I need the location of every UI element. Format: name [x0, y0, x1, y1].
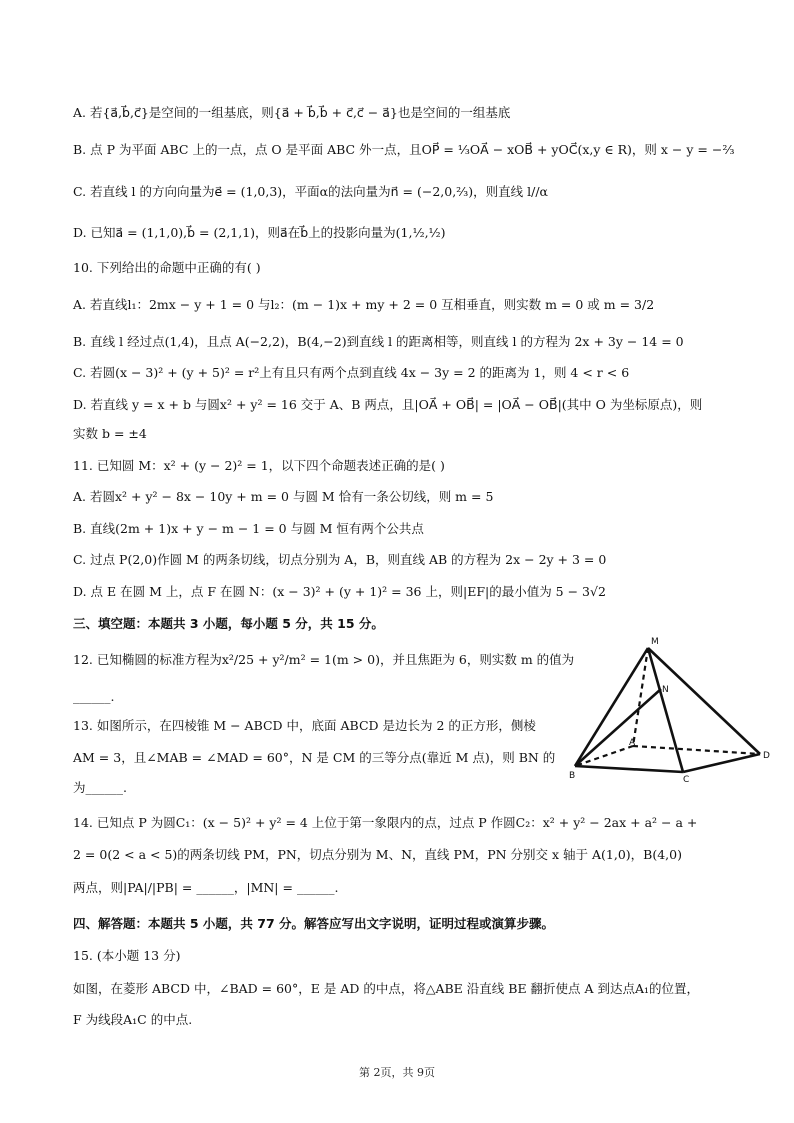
- edge-mc: [648, 648, 683, 772]
- option-9a: A. 若{a⃗,b⃗,c⃗}是空间的一组基底，则{a⃗ + b⃗,b⃗ + c⃗,c⃗ − a⃗}也是空间的一组基底: [73, 105, 511, 120]
- section-solutions: 四、解答题：本题共 5 小题，共 77 分。解答应写出文字说明，证明过程或演算步骤。: [73, 916, 555, 931]
- section-fill-in: 三、填空题：本题共 3 小题，每小题 5 分，共 15 分。: [73, 616, 384, 631]
- pyramid-solid-edges: [575, 648, 760, 772]
- edge-ab: [575, 746, 633, 766]
- label-d: D: [763, 751, 770, 761]
- option-9b: B. 点 P 为平面 ABC 上的一点，点 O 是平面 ABC 外一点，且OP⃗ = ⅓OA⃗ − xOB⃗ + yOC⃗(x,y ∈ R)，则 x − y = −⅔: [73, 142, 735, 157]
- question-15-text-cont: F 为线段A₁C 的中点.: [73, 1012, 193, 1027]
- option-10d-cont: 实数 b = ±4: [73, 426, 147, 441]
- question-13-blank: 为______.: [73, 780, 127, 795]
- pyramid-figure: [565, 636, 775, 782]
- label-n: N: [662, 685, 669, 695]
- option-11c: C. 过点 P(2,0)作圆 M 的两条切线，切点分别为 A，B，则直线 AB 的方程为 2x − 2y + 3 = 0: [73, 552, 607, 567]
- label-c: C: [683, 775, 690, 782]
- question-14: 14. 已知点 P 为圆C₁：(x − 5)² + y² = 4 上位于第一象限内的点，过点 P 作圆C₂：x² + y² − 2ax + a² − a +: [73, 815, 698, 830]
- option-9d: D. 已知a⃗ = (1,1,0),b⃗ = (2,1,1)，则a⃗在b⃗上的投影向量为(1,½,½): [73, 225, 446, 240]
- edge-md: [648, 648, 760, 754]
- option-10d: D. 若直线 y = x + b 与圆x² + y² = 16 交于 A、B 两点，且|OA⃗ + OB⃗| = |OA⃗ − OB⃗|(其中 O 为坐标原点)，则: [73, 397, 703, 412]
- option-10c: C. 若圆(x − 3)² + (y + 5)² = r²上有且只有两个点到直线 4x − 3y = 2 的距离为 1，则 4 < r < 6: [73, 365, 630, 380]
- option-10a: A. 若直线l₁：2mx − y + 1 = 0 与l₂：(m − 1)x + my + 2 = 0 互相垂直，则实数 m = 0 或 m = 3/2: [73, 297, 655, 312]
- label-b: B: [569, 771, 576, 781]
- question-11: 11. 已知圆 M：x² + (y − 2)² = 1，以下四个命题表述正确的是( ): [73, 458, 445, 473]
- option-11d: D. 点 E 在圆 M 上，点 F 在圆 N：(x − 3)² + (y + 1)² = 36 上，则|EF|的最小值为 5 − 3√2: [73, 584, 606, 599]
- question-13: 13. 如图所示，在四棱锥 M − ABCD 中，底面 ABCD 是边长为 2 的正方形，侧棱: [73, 718, 536, 733]
- option-11a: A. 若圆x² + y² − 8x − 10y + m = 0 与圆 M 恰有一条公切线，则 m = 5: [73, 489, 494, 504]
- label-a: A: [629, 738, 636, 748]
- edge-ad: [633, 746, 760, 754]
- option-10b: B. 直线 l 经过点(1,4)，且点 A(−2,2)，B(4,−2)到直线 l 的距离相等，则直线 l 的方程为 2x + 3y − 14 = 0: [73, 334, 684, 349]
- option-11b: B. 直线(2m + 1)x + y − m − 1 = 0 与圆 M 恒有两个公共点: [73, 521, 424, 536]
- question-15-text: 如图，在菱形 ABCD 中，∠BAD = 60°，E 是 AD 的中点，将△ABE 沿直线 BE 翻折使点 A 到达点A₁的位置，: [73, 981, 700, 996]
- question-14-cont: 2 = 0(2 < a < 5)的两条切线 PM，PN，切点分别为 M、N，直线 PM，PN 分别交 x 轴于 A(1,0)，B(4,0): [73, 847, 682, 862]
- label-m: M: [651, 637, 659, 647]
- question-14-blanks: 两点，则|PA|/|PB| = ______，|MN| = ______.: [73, 880, 339, 895]
- edge-ma: [633, 648, 648, 746]
- question-15: 15. (本小题 13 分): [73, 948, 181, 963]
- option-9c: C. 若直线 l 的方向向量为e⃗ = (1,0,3)，平面α的法向量为n⃗ = (−2,0,⅔)，则直线 l//α: [73, 184, 548, 199]
- page-footer: 第 2页，共 9页: [359, 1066, 435, 1079]
- segment-bn: [575, 689, 661, 766]
- edge-bc: [575, 766, 683, 772]
- question-10: 10. 下列给出的命题中正确的有( ): [73, 260, 261, 275]
- question-12-blank: ______.: [73, 689, 115, 704]
- edge-mb: [575, 648, 648, 766]
- question-13-cont: AM = 3，且∠MAB = ∠MAD = 60°，N 是 CM 的三等分点(靠近 M 点)，则 BN 的: [73, 750, 556, 765]
- question-12: 12. 已知椭圆的标准方程为x²/25 + y²/m² = 1(m > 0)，并且焦距为 6，则实数 m 的值为: [73, 652, 575, 667]
- edge-cd: [683, 754, 760, 772]
